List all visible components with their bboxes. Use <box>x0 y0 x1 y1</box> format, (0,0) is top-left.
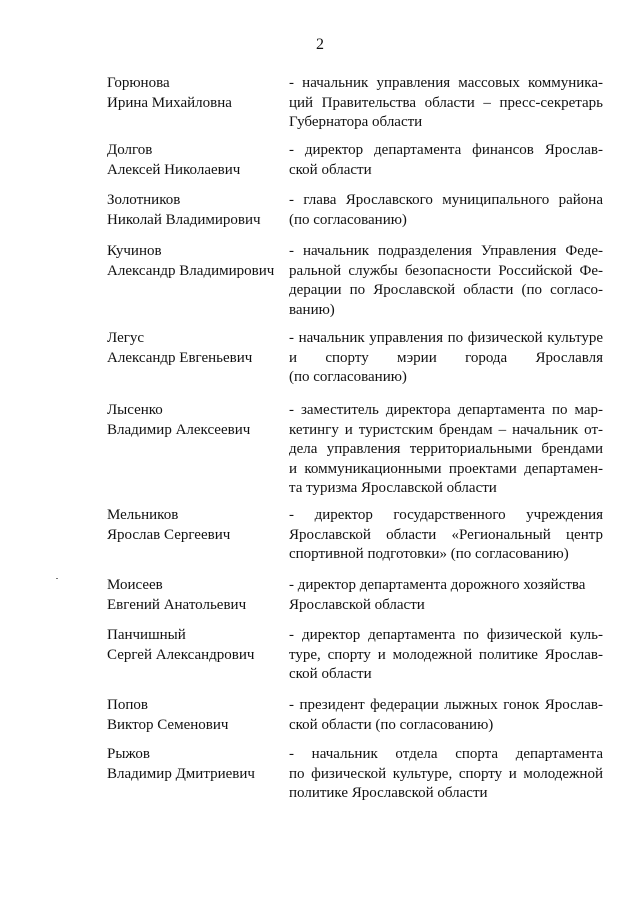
member-role-line: дела управления территориальными брендами <box>289 441 603 457</box>
member-surname: Моисеев <box>107 577 163 593</box>
member-role-line: - президент федерации лыжных гонок Ярослав- <box>289 697 603 713</box>
member-role-line: дерации по Ярославской области (по согласо- <box>289 282 603 298</box>
member-role-line: - директор государственного учреждения <box>289 507 603 523</box>
member-entry <box>107 576 603 615</box>
member-role-line: туре, спорту и молодежной политике Ярослав- <box>289 646 603 663</box>
member-surname: Долгов <box>107 142 153 158</box>
member-given-names: Александр Владимирович <box>107 262 275 279</box>
member-role-line: - начальник управления массовых коммуника- <box>289 75 603 91</box>
member-role-line: ций Правительства области – пресс-секретарь <box>289 94 603 111</box>
member-given-names: Ярослав Сергеевич <box>107 526 231 543</box>
member-role-line: - начальник управления по физической культуре <box>289 330 603 346</box>
member-role <box>289 242 603 320</box>
member-given-names: Алексей Николаевич <box>107 161 241 178</box>
member-given-names: Евгений Анатольевич <box>107 596 247 613</box>
member-name <box>107 401 289 440</box>
member-role-line: и спорту мэрии города Ярославля <box>289 349 603 366</box>
member-name <box>107 696 289 735</box>
member-surname: Лысенко <box>107 402 163 418</box>
member-role <box>289 626 603 685</box>
member-given-names: Сергей Александрович <box>107 646 255 663</box>
scan-mark <box>56 578 58 579</box>
member-name <box>107 745 289 784</box>
member-surname: Панчишный <box>107 627 186 643</box>
member-entry <box>107 141 603 180</box>
member-role-line: спортивной подготовки» (по согласованию) <box>289 546 569 562</box>
member-surname: Горюнова <box>107 75 170 91</box>
member-role <box>289 329 603 388</box>
page-number: 2 <box>316 36 324 53</box>
member-name <box>107 242 289 281</box>
member-entry <box>107 506 603 565</box>
member-role <box>289 576 603 615</box>
member-role-line: та туризма Ярославской области <box>289 480 497 496</box>
member-entry <box>107 74 603 133</box>
member-role-line: - глава Ярославского муниципального района <box>289 192 603 208</box>
member-role-line: Ярославской области «Региональный центр <box>289 526 603 543</box>
member-role-line: Губернатора области <box>289 114 423 130</box>
member-name <box>107 576 289 615</box>
member-entry <box>107 242 603 320</box>
member-name <box>107 74 289 113</box>
member-role <box>289 74 603 133</box>
member-role <box>289 696 603 735</box>
member-role-line: Ярославской области <box>289 596 425 613</box>
member-role-line: - заместитель директора департамента по мар- <box>289 402 603 418</box>
member-entry <box>107 696 603 735</box>
member-role-line: по физической культуре, спорту и молодежной <box>289 765 603 782</box>
member-surname: Кучинов <box>107 243 162 259</box>
member-role-line: и коммуникационными проектами департамен- <box>289 460 603 477</box>
member-name <box>107 141 289 180</box>
member-role-line: ральной службы безопасности Российской Фе- <box>289 262 603 279</box>
member-surname: Мельников <box>107 507 179 523</box>
member-role-line: - директор департамента финансов Ярослав- <box>289 142 603 158</box>
member-role <box>289 191 603 230</box>
member-role-line: - директор департамента дорожного хозяйства <box>289 577 586 593</box>
member-role-line: - начальник отдела спорта департамента <box>289 746 603 762</box>
member-entry <box>107 626 603 685</box>
member-name <box>107 191 289 230</box>
member-role-line: ской области <box>289 666 372 682</box>
member-name <box>107 506 289 545</box>
member-entry <box>107 191 603 230</box>
member-role-line: - начальник подразделения Управления Феде- <box>289 243 603 259</box>
member-name <box>107 329 289 368</box>
member-role <box>289 141 603 180</box>
member-given-names: Владимир Алексеевич <box>107 421 251 438</box>
member-given-names: Виктор Семенович <box>107 716 229 733</box>
member-given-names: Ирина Михайловна <box>107 94 232 111</box>
member-name <box>107 626 289 665</box>
member-role-line: - директор департамента по физической куль- <box>289 627 603 643</box>
member-entry <box>107 401 603 499</box>
member-role <box>289 401 603 499</box>
member-role <box>289 506 603 565</box>
member-role-line: (по согласованию) <box>289 211 407 228</box>
member-role <box>289 745 603 804</box>
member-surname: Золотников <box>107 192 181 208</box>
member-surname: Попов <box>107 697 148 713</box>
member-role-line: политике Ярославской области <box>289 785 488 801</box>
member-given-names: Александр Евгеньевич <box>107 349 253 366</box>
member-given-names: Владимир Дмитриевич <box>107 765 255 782</box>
member-surname: Рыжов <box>107 746 150 762</box>
member-given-names: Николай Владимирович <box>107 211 261 228</box>
member-entry <box>107 745 603 804</box>
member-role-line: ванию) <box>289 301 335 318</box>
member-entry <box>107 329 603 388</box>
member-role-line: ской области (по согласованию) <box>289 716 494 733</box>
member-role-line: (по согласованию) <box>289 369 407 385</box>
member-surname: Легус <box>107 330 145 346</box>
member-role-line: ской области <box>289 161 372 178</box>
member-role-line: кетингу и туристским брендам – начальник от- <box>289 421 603 438</box>
